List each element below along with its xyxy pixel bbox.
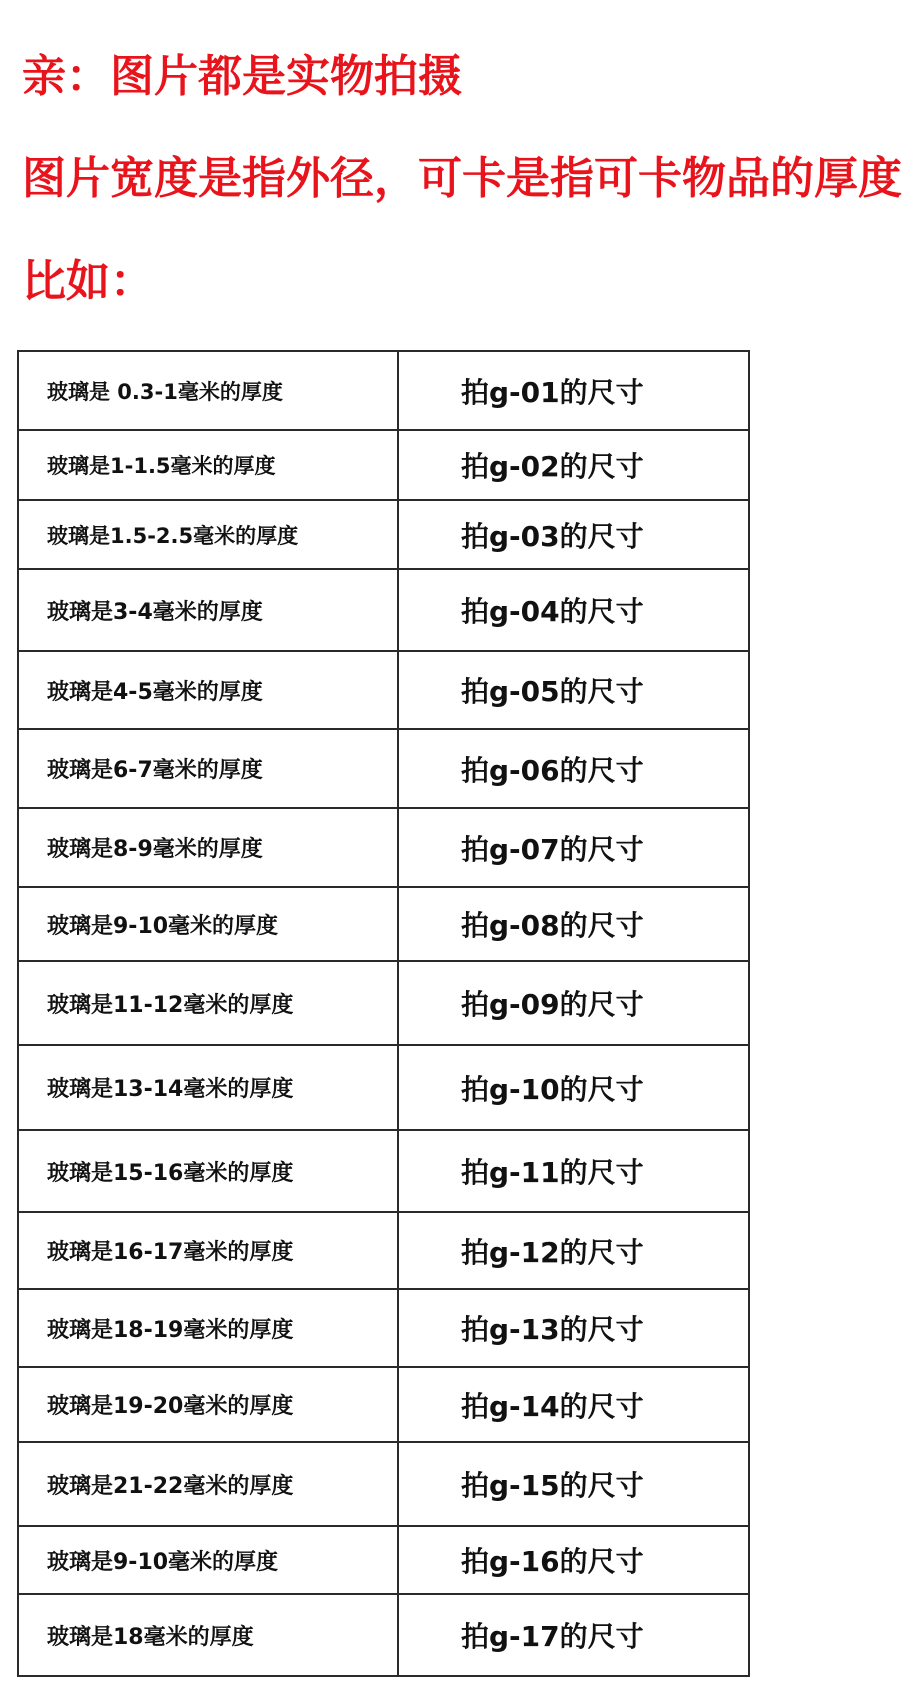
model-size-cell: 拍g-01的尺寸 (398, 351, 749, 430)
model-size-cell: 拍g-16的尺寸 (398, 1526, 749, 1594)
model-size-cell: 拍g-09的尺寸 (398, 961, 749, 1045)
model-size-cell: 拍g-02的尺寸 (398, 430, 749, 500)
model-size-cell: 拍g-12的尺寸 (398, 1212, 749, 1289)
table-row (18, 1367, 749, 1442)
table-row (18, 1045, 749, 1130)
thickness-cell: 玻璃是18毫米的厚度 (18, 1594, 398, 1676)
thickness-cell: 玻璃是1.5-2.5毫米的厚度 (18, 500, 398, 569)
table-row (18, 1212, 749, 1289)
model-size-cell: 拍g-14的尺寸 (398, 1367, 749, 1442)
model-size-cell: 拍g-07的尺寸 (398, 808, 749, 887)
thickness-cell: 玻璃是21-22毫米的厚度 (18, 1442, 398, 1526)
thickness-cell: 玻璃是11-12毫米的厚度 (18, 961, 398, 1045)
notice-line-example-label: 比如： (22, 256, 154, 307)
thickness-cell: 玻璃是4-5毫米的厚度 (18, 651, 398, 729)
table-row (18, 430, 749, 500)
size-table-body (18, 351, 749, 1676)
table-row (18, 651, 749, 729)
table-row (18, 500, 749, 569)
thickness-cell: 玻璃是 0.3-1毫米的厚度 (18, 351, 398, 430)
model-size-cell: 拍g-06的尺寸 (398, 729, 749, 808)
thickness-cell: 玻璃是13-14毫米的厚度 (18, 1045, 398, 1130)
table-row (18, 887, 749, 961)
thickness-cell: 玻璃是16-17毫米的厚度 (18, 1212, 398, 1289)
table-row (18, 1130, 749, 1212)
thickness-cell: 玻璃是1-1.5毫米的厚度 (18, 430, 398, 500)
thickness-cell: 玻璃是19-20毫米的厚度 (18, 1367, 398, 1442)
model-size-cell: 拍g-17的尺寸 (398, 1594, 749, 1676)
thickness-cell: 玻璃是3-4毫米的厚度 (18, 569, 398, 651)
thickness-cell: 玻璃是9-10毫米的厚度 (18, 1526, 398, 1594)
notice-line-photos-real: 亲：图片都是实物拍摄 (22, 51, 462, 102)
model-size-cell: 拍g-11的尺寸 (398, 1130, 749, 1212)
model-size-cell: 拍g-08的尺寸 (398, 887, 749, 961)
model-size-cell: 拍g-03的尺寸 (398, 500, 749, 569)
table-row (18, 1526, 749, 1594)
thickness-cell: 玻璃是8-9毫米的厚度 (18, 808, 398, 887)
table-row (18, 1442, 749, 1526)
model-size-cell: 拍g-05的尺寸 (398, 651, 749, 729)
thickness-cell: 玻璃是6-7毫米的厚度 (18, 729, 398, 808)
thickness-cell: 玻璃是15-16毫米的厚度 (18, 1130, 398, 1212)
table-row (18, 961, 749, 1045)
table-row (18, 1594, 749, 1676)
model-size-cell: 拍g-04的尺寸 (398, 569, 749, 651)
table-row (18, 351, 749, 430)
thickness-cell: 玻璃是9-10毫米的厚度 (18, 887, 398, 961)
thickness-cell: 玻璃是18-19毫米的厚度 (18, 1289, 398, 1367)
table-row (18, 1289, 749, 1367)
table-row (18, 808, 749, 887)
notice-line-width-definition: 图片宽度是指外径，可卡是指可卡物品的厚度 (22, 153, 902, 204)
model-size-cell: 拍g-15的尺寸 (398, 1442, 749, 1526)
model-size-cell: 拍g-10的尺寸 (398, 1045, 749, 1130)
table-row (18, 569, 749, 651)
table-row (18, 729, 749, 808)
model-size-cell: 拍g-13的尺寸 (398, 1289, 749, 1367)
glass-thickness-size-table (17, 350, 750, 1677)
